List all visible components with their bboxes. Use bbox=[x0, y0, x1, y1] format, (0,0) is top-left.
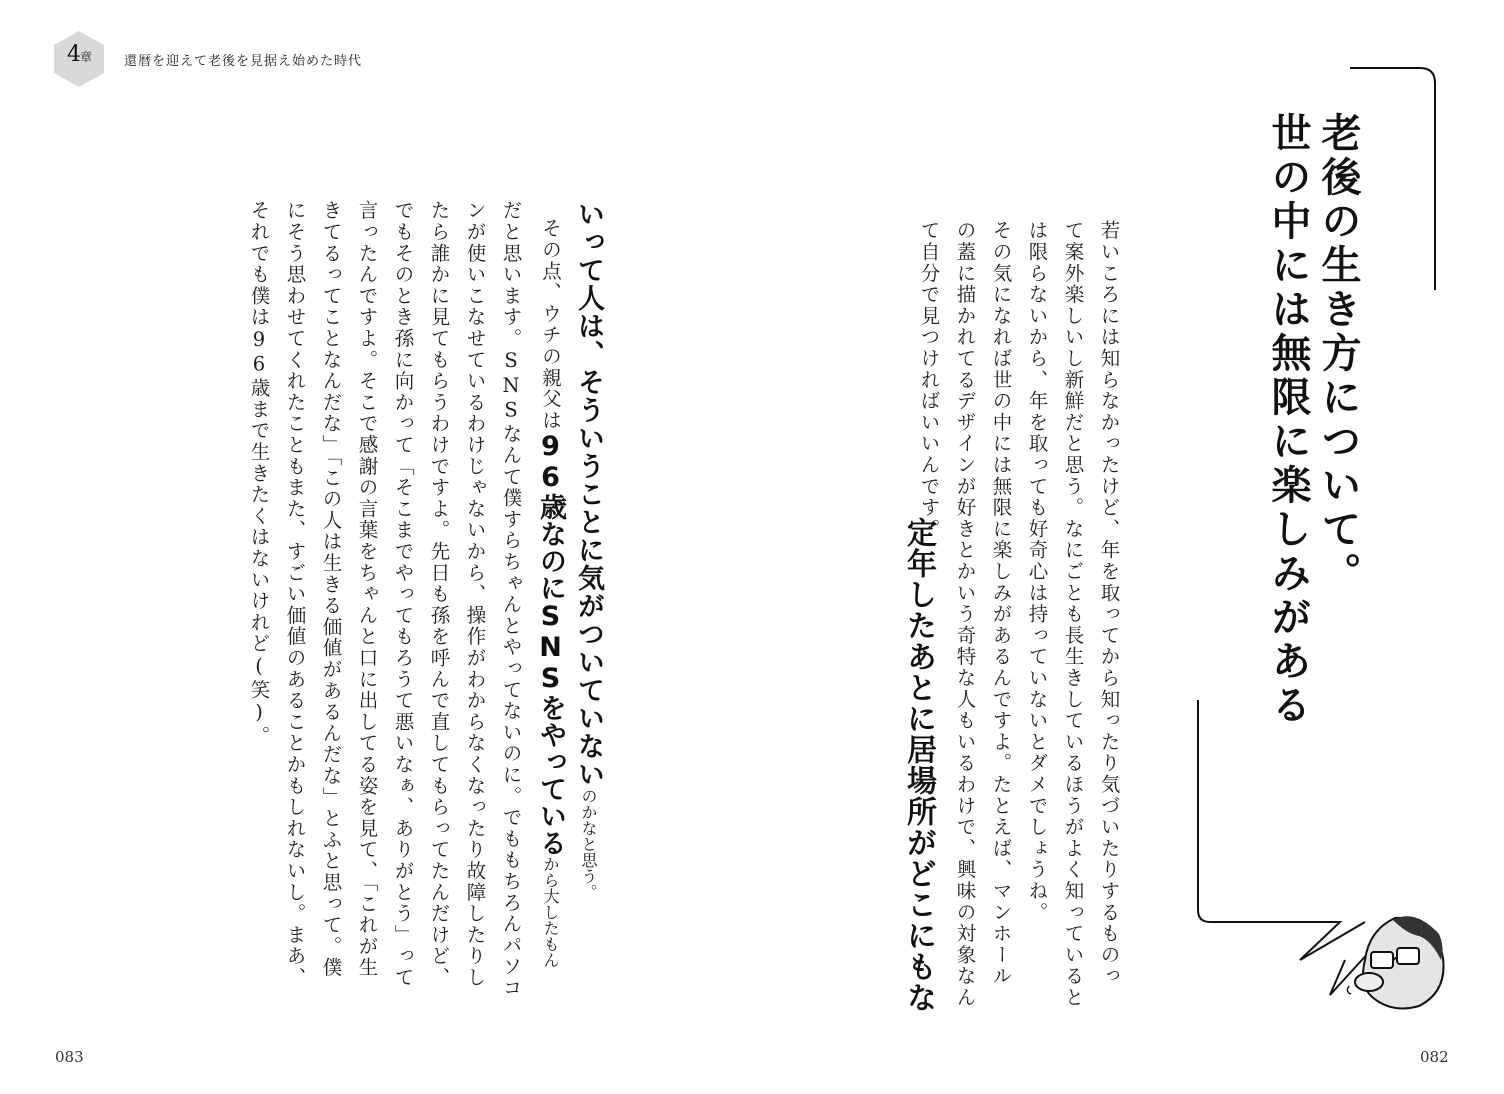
chapter-badge bbox=[52, 30, 106, 88]
body-line: きてるってことなんだな」「この人は生きる価値があるんだな」とふと思って。僕 bbox=[319, 200, 343, 979]
chapter-title: 還暦を迎えて老後を見据え始めた時代 bbox=[124, 54, 363, 69]
author-caricature-icon bbox=[1335, 900, 1455, 1020]
body-line: それでも僕は96歳まで生きたくはないけれど(笑)。 bbox=[247, 200, 271, 747]
body-line: その気になれば世の中には無限に楽しみがあるんですよ。たとえば、マンホール bbox=[989, 220, 1013, 987]
body-line: て自分で見つければいいんです。 bbox=[917, 220, 941, 540]
body-line: 言ったんですよ。そこで感謝の言葉をちゃんと口に出してる姿を見て、「これが生 bbox=[355, 200, 379, 979]
body-line: 若いころには知らなかったけど、年を取ってから知ったり気づいたりするものっ bbox=[1097, 220, 1121, 987]
page-heading-line-1: 老後の生き方について。 bbox=[1315, 112, 1361, 596]
mixed-line: その点、ウチの親父は96歳なのにSNSをやっているから大したもん bbox=[535, 218, 566, 968]
body-line: にそう思わせてくれたこともまた、すごい価値のあることかもしれないし。まあ、 bbox=[283, 200, 307, 989]
body-line: でもそのとき孫に向かって「そこまでやってもろうて悪いなぁ、ありがとう」って bbox=[391, 200, 415, 989]
page-number-left: 083 bbox=[55, 1048, 84, 1066]
page-heading-line-2: 世の中には無限に楽しみがある bbox=[1265, 112, 1311, 728]
body-line: ンが使いこなせているわけじゃないから、操作がわからなくなったり故障したりし bbox=[463, 200, 487, 989]
chapter-number: 4章 bbox=[66, 42, 91, 67]
body-line: て案外楽しいし新鮮だと思う。なにごとも長生きしているほうがよく知っていると bbox=[1061, 220, 1085, 1009]
emphasis-line: 定年したあとに居場所がどこにもな bbox=[901, 517, 936, 1013]
body-line: は限らないから、年を取っても好奇心は持っていないとダメでしょうね。 bbox=[1025, 220, 1049, 923]
page-number-right: 082 bbox=[1420, 1048, 1449, 1066]
body-line: たら誰かに見てもらうわけですよ。先日も孫を呼んで直してもらってたんだけど、 bbox=[427, 200, 451, 989]
body-line: だと思います。SNSなんて僕すらちゃんとやってないのに。でももちろんパソコ bbox=[499, 200, 523, 999]
emphasis-line: いって人は、そういうことに気がついていないのかなと思う。 bbox=[573, 200, 604, 900]
body-line: の蓋に描かれてるデザインが好きとかいう奇特な人もいるわけで、興味の対象なん bbox=[953, 220, 977, 1009]
